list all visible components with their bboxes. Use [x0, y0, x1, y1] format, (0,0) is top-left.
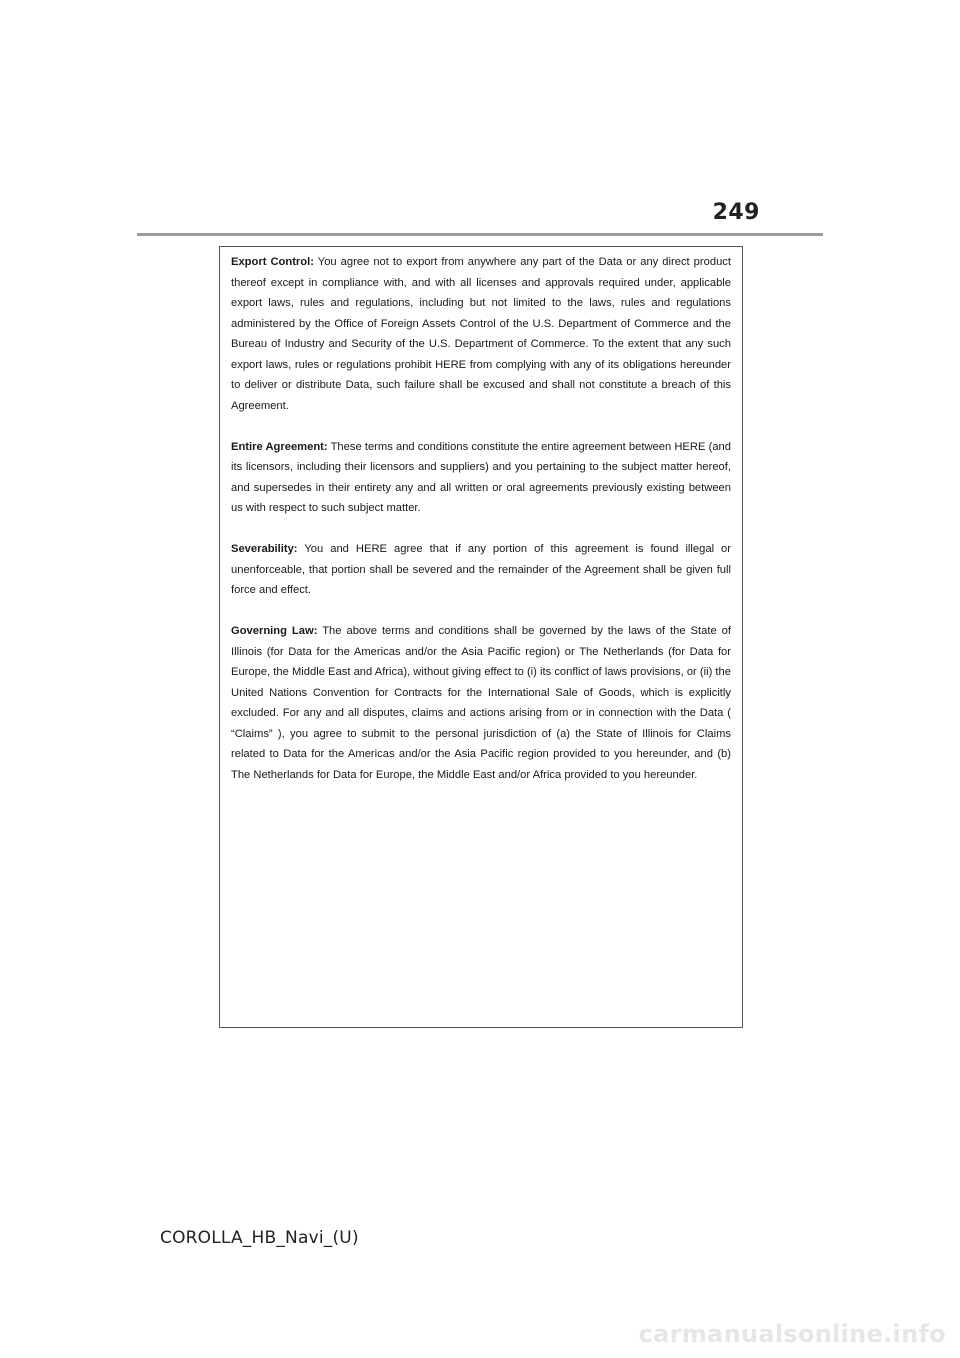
section-body: These terms and conditions constitute the entire agreement between HERE (and its licensors, including their licensors and suppliers) and you pertaining to the subject matter hereof, and supersedes in their entirety any and all written or oral agreements previously existing between us with respect to such subject matter. [231, 440, 731, 514]
section-body: You agree not to export from anywhere any part of the Data or any direct product thereof except in compliance with, and with all licenses and approvals required under, applicable export laws, rules and regulations, including but not limited to the laws, rules and regulations administered by the Office of Foreign Assets Control of the U.S. Department of Commerce and the Bureau of Industry and Security of the U.S. Department of Commerce. To the extent that any such export laws, rules or regulations prohibit HERE from complying with any of its obligations hereunder to deliver or distribute Data, such failure shall be excused and shall not constitute a breach of this Agreement. [231, 256, 731, 412]
page-number: 249 [712, 200, 760, 225]
section-severability [231, 539, 731, 601]
section-heading: Severability: [231, 543, 298, 555]
section-heading: Export Control: [231, 256, 314, 268]
header-rule [137, 233, 823, 236]
section-governing-law [231, 621, 731, 785]
section-heading: Governing Law: [231, 625, 318, 637]
site-watermark: carmanualsonline.info [638, 1320, 946, 1348]
section-export-control [231, 252, 731, 416]
section-body: You and HERE agree that if any portion of this agreement is found illegal or unenforceable, that portion shall be severed and the remainder of the Agreement shall be given full force and effect. [231, 543, 732, 596]
document-footer-code: COROLLA_HB_Navi_(U) [160, 1228, 359, 1248]
section-heading: Entire Agreement: [231, 440, 328, 453]
section-body: The above terms and conditions shall be governed by the laws of the State of Illinois (for Data for the Americas and/or the Asia Pacific region) or The Netherlands (for Data for Europe, the Middle East and Africa), without giving effect to (i) its conflict of laws provisions, or (ii) the United Nations Convention for Contracts for the International Sale of Goods, which is explicitly excluded. For any and all disputes, claims and actions arising from or in connection with the Data ( “Claims” ), you agree to submit to the personal jurisdiction of (a) the State of Illinois for Claims related to Data for the Americas and/or the Asia Pacific region provided to you hereunder, and (b) The Netherlands for Data for Europe, the Middle East and/or Africa provided to you hereunder. [231, 625, 731, 781]
license-terms-box [219, 246, 743, 1028]
section-entire-agreement [231, 437, 731, 519]
